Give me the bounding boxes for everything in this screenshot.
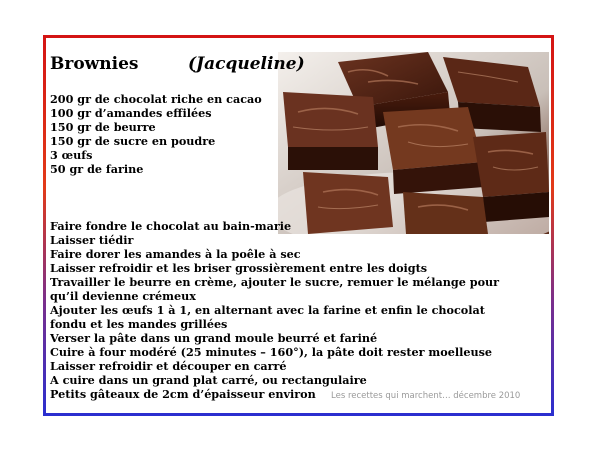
steps-list — [50, 219, 499, 401]
ingredient-item: 50 gr de farine — [50, 162, 144, 176]
step-line: Laisser refroidir et les briser grossièrement entre les doigts — [50, 261, 428, 275]
step-line: Travailler le beurre en crème, ajouter le sucre, remuer le mélange pour — [50, 275, 500, 289]
recipe-name: Brownies — [50, 54, 139, 74]
footer-caption: Les recettes qui marchent… décembre 2010 — [331, 391, 521, 401]
ingredient-item: 3 œufs — [50, 148, 93, 162]
brownies-photo — [278, 52, 549, 234]
step-line: Verser la pâte dans un grand moule beurré et fariné — [50, 331, 378, 345]
recipe-author: (Jacqueline) — [188, 54, 305, 74]
ingredient-item: 150 gr de sucre en poudre — [50, 134, 216, 148]
step-line: Petits gâteaux de 2cm d’épaisseur environ — [50, 387, 316, 401]
ingredient-item: 150 gr de beurre — [50, 120, 156, 134]
step-line: Laisser refroidir et découper en carré — [50, 359, 287, 373]
recipe-title — [50, 54, 305, 74]
step-line: fondu et les mandes grillées — [50, 317, 228, 331]
step-line: Laisser tiédir — [50, 233, 134, 247]
step-line: Ajouter les œufs 1 à 1, en alternant avec la farine et enfin le chocolat — [50, 303, 485, 317]
ingredients-list — [50, 92, 262, 176]
ingredient-item: 100 gr d’amandes effilées — [50, 106, 212, 120]
ingredient-item: 200 gr de chocolat riche en cacao — [50, 92, 262, 106]
step-line: Faire fondre le chocolat au bain-marie — [50, 219, 292, 233]
step-line: Faire dorer les amandes à la poêle à sec — [50, 247, 301, 261]
step-line: A cuire dans un grand plat carré, ou rectangulaire — [50, 373, 367, 387]
step-line: qu’il devienne crémeux — [50, 289, 196, 303]
step-line: Cuire à four modéré (25 minutes – 160°), la pâte doit rester moelleuse — [50, 345, 493, 359]
brownies-photo-drawing — [278, 52, 549, 234]
